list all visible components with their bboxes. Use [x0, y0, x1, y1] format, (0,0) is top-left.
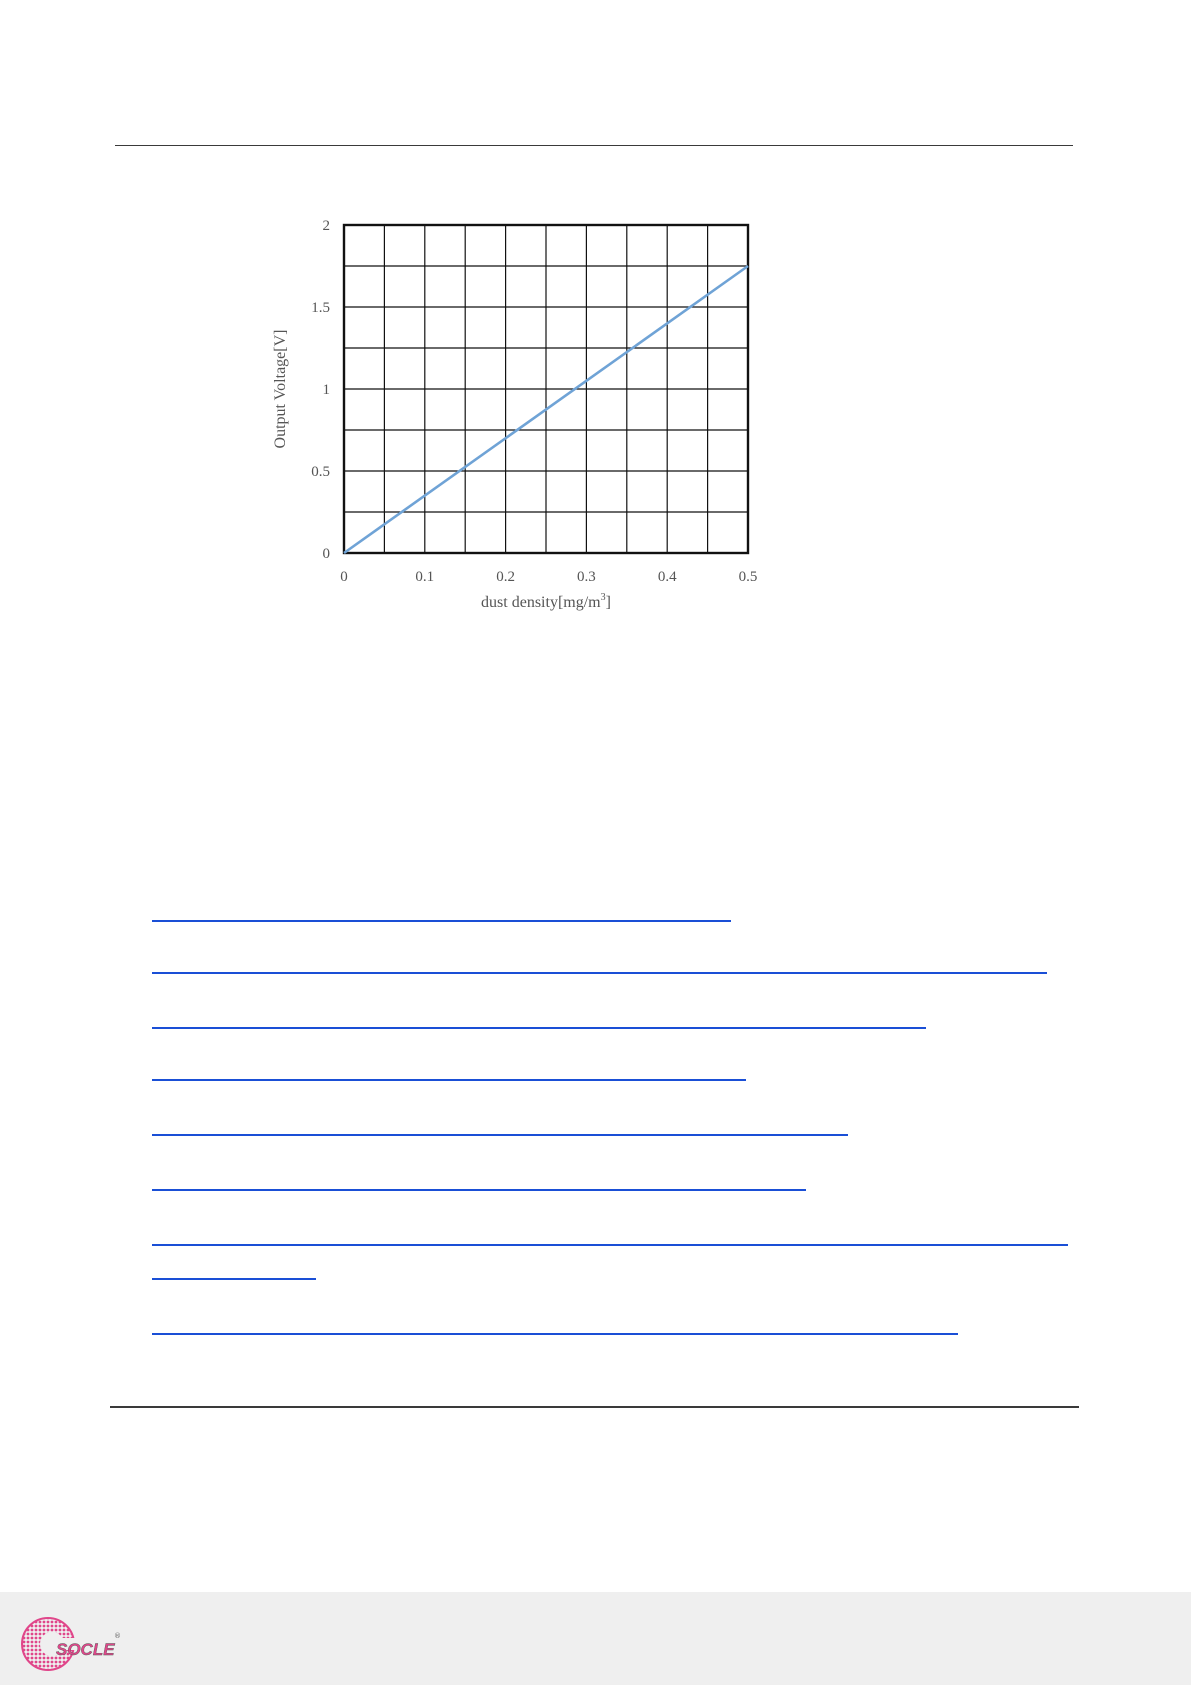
footer-rule [110, 1406, 1079, 1408]
x-tick-labels [340, 569, 757, 585]
footer-band [0, 1592, 1191, 1685]
y-tick-label: 1.5 [311, 300, 330, 316]
link-underline[interactable] [152, 920, 731, 922]
x-tick-label: 0.3 [577, 569, 596, 585]
x-tick-label: 0.1 [415, 569, 435, 585]
link-underline[interactable] [152, 972, 1047, 974]
link-underline[interactable] [152, 1333, 958, 1335]
logo-text: SOCLE [56, 1640, 115, 1659]
x-tick-label: 0.5 [738, 569, 758, 585]
y-tick-label: 1 [322, 382, 330, 398]
header-rule [115, 145, 1073, 146]
dust-density-chart [250, 205, 790, 635]
link-underline[interactable] [152, 1079, 746, 1081]
x-tick-label: 0 [340, 569, 348, 585]
socle-logo [18, 1608, 138, 1676]
link-underline[interactable] [152, 1244, 1068, 1246]
y-tick-labels [311, 218, 330, 562]
link-underline[interactable] [152, 1134, 848, 1136]
x-axis-label: dust $density[mg/m^3]$ [481, 592, 611, 611]
x-tick-label: 0.4 [657, 569, 677, 585]
y-tick-label: 2 [322, 218, 330, 234]
link-underline[interactable] [152, 1189, 806, 1191]
link-underline[interactable] [152, 1278, 316, 1280]
logo-registered-mark: ® [114, 1632, 121, 1640]
y-tick-label: 0.5 [311, 464, 330, 480]
link-underline[interactable] [152, 1027, 926, 1029]
x-tick-label: 0.2 [496, 569, 515, 585]
y-tick-label: 0 [322, 546, 330, 562]
y-axis-label: Output Voltage[V] [272, 329, 289, 449]
chart-grid [344, 225, 748, 553]
